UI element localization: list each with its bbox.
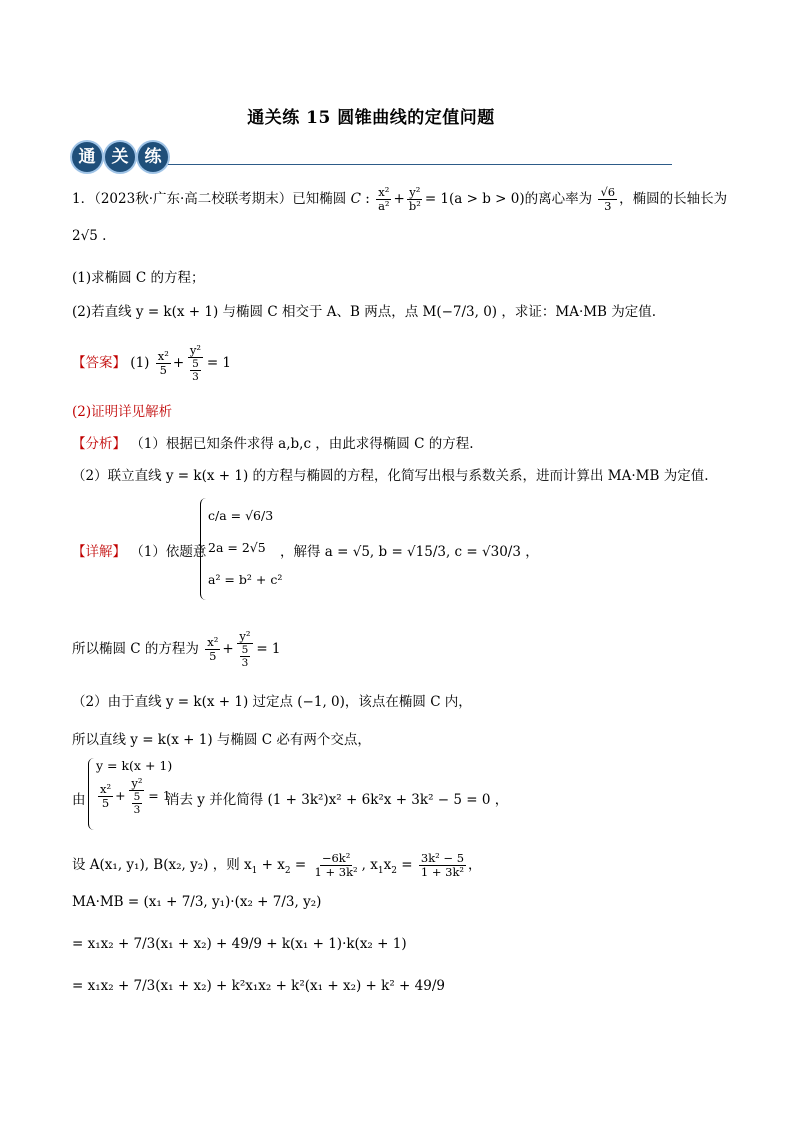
problem-line-2: 2√5 . (72, 228, 107, 244)
point-m: M(−7/3, 0) (422, 304, 498, 320)
system-eq-3: a² = b² + c² (208, 572, 283, 587)
answer-line-2: (2)证明详见解析 (72, 404, 173, 420)
problem-line-1: 1．（2023秋·广东·高二校联考期末）已知椭圆 C : $\frac{\text{x²}}{\text{a²}}$ + $\frac{\text{y²}}{\text{b²}}$ = 1(a > b > 0)的离心率为 $\frac{√6}{3}$ ，椭圆的长轴长为 (72, 185, 728, 214)
problem-prefix: 1．（2023秋·广东·高二校联考期末）已知椭圆 (72, 191, 347, 208)
banner-rule (168, 164, 672, 165)
expand-step-1: = x₁x₂ + 7/3(x₁ + x₂) + 49/9 + k(x₁ + 1)·k(x₂ + 1) (72, 936, 407, 952)
page-title: 通关练 15 圆锥曲线的定值问题 (247, 108, 495, 128)
banner-char-1: 通 (72, 142, 102, 172)
answer-line-1: 【答案】 (1) $\frac{\text{x²}}{5}$ + $\frac{\text{y²}}{\frac{5}{3}}$ = 1 (72, 343, 232, 384)
problem-condition: (a > b > 0)的离心率为 (449, 191, 593, 208)
analysis-line-1: 【分析】 （1）根据已知条件求得 a,b,c ，由此求得椭圆 C 的方程. (72, 436, 474, 452)
problem-suffix: ，椭圆的长轴长为 (619, 191, 728, 208)
expand-step-2: = x₁x₂ + 7/3(x₁ + x₂) + k²x₁x₂ + k²(x₁ + x₂) + k² + 49/9 (72, 978, 445, 994)
detail-solve: ，解得 a = √5, b = √15/3, c = √30/3 ， (280, 544, 539, 560)
system2-eq-1: y = k(x + 1) (96, 758, 173, 773)
eliminate-line: 消去 y 并化简得 (1 + 3k²)x² + 6k²x + 3k² − 5 = 0 ， (166, 792, 509, 808)
system2-brace (88, 758, 95, 830)
system2-equations (96, 758, 172, 816)
set-points-line: 设 A(x₁, y₁), B(x₂, y₂) ，则 $x_1 + x_2$ = $\frac{\text{−6k²}}{\text{1 + 3k²}}$ , $x_1x_2$ = $\frac{\text{3k² − 5}}{\text{1 + 3k²}}$ ， (72, 851, 482, 880)
question-2: (2)若直线 y = k(x + 1) 与椭圆 C 相交于 A、B 两点，点 M(−7/3, 0) ，求证：MA·MB 为定值. (72, 304, 657, 320)
system-brace (200, 498, 207, 600)
you-label: 由 (72, 792, 86, 808)
question-1: (1)求椭圆 C 的方程； (72, 270, 205, 286)
answer-label: 【答案】 (72, 355, 126, 372)
system-equations (208, 500, 282, 596)
part2-line-2: 所以直线 y = k(x + 1) 与椭圆 C 必有两个交点， (72, 732, 371, 748)
part2-line-1: （2）由于直线 y = k(x + 1) 过定点 (−1, 0)，该点在椭圆 C 内， (72, 694, 472, 710)
vector-product-line: MA·MB = (x₁ + 7/3, y₁)·(x₂ + 7/3, y₂) (72, 894, 322, 910)
ellipse-equation: 所以椭圆 C 的方程为 $\frac{\text{x²}}{5}$ + $\frac{\text{y²}}{\frac{5}{3}}$ = 1 (72, 629, 281, 670)
detail-intro: 【详解】 （1）依题意 (72, 544, 207, 560)
analysis-label: 【分析】 (72, 436, 126, 452)
system2-eq-2: $\frac{\text{x²}}{5}$ + $\frac{\text{y²}}{\frac{5}{3}}$ = 1 (100, 776, 171, 817)
analysis-line-2: （2）联立直线 y = k(x + 1) 的方程与椭圆的方程，化简写出根与系数关系，进而计算出 MA·MB 为定值. (72, 468, 709, 484)
system-eq-2: 2a = 2√5 (208, 540, 266, 555)
detail-label: 【详解】 (72, 544, 126, 560)
banner-char-2: 关 (105, 142, 135, 172)
banner-char-3: 练 (138, 142, 168, 172)
system-eq-1: c/a = √6/3 (208, 508, 274, 523)
